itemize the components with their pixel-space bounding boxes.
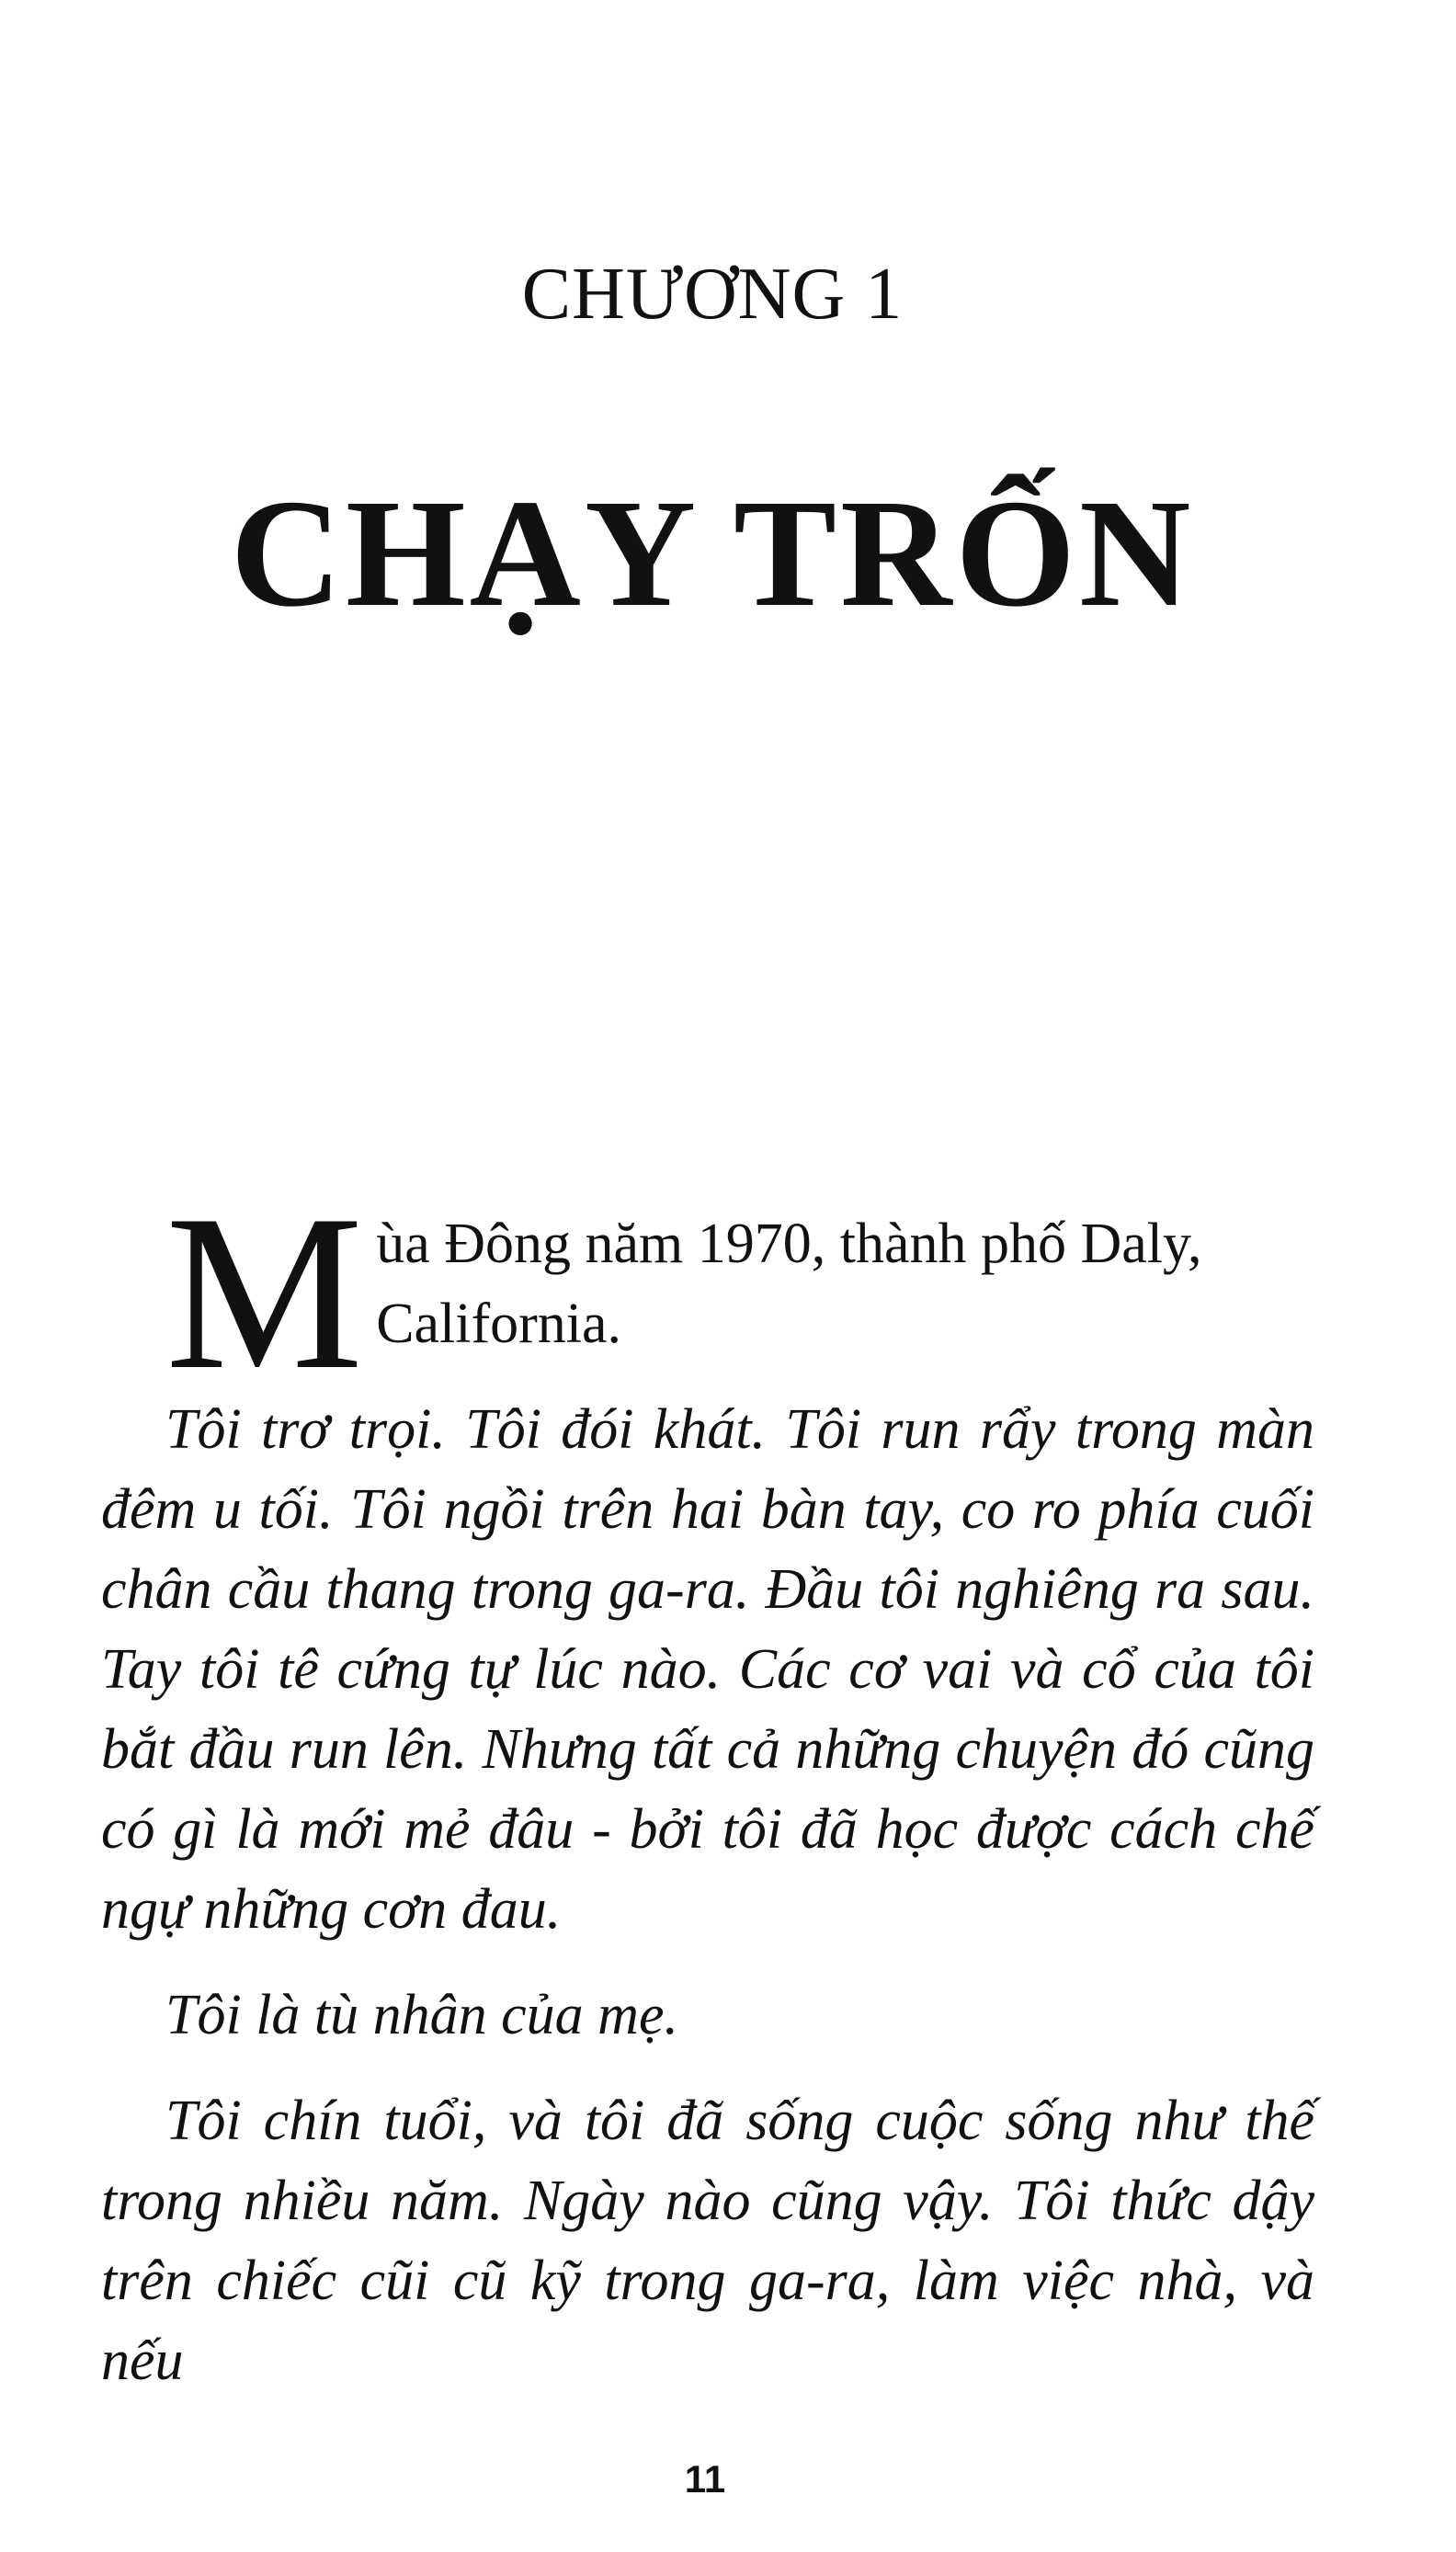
chapter-title: CHẠY TRỐN: [230, 468, 1195, 639]
paragraph: Tôi trơ trọi. Tôi đói khát. Tôi run rẩy trong màn đêm u tối. Tôi ngồi trên hai bàn tay, co ro phía cuối chân cầu thang trong ga-ra. Đầu tôi nghiêng ra sau. Tay tôi tê cứng tự lúc nào. Các cơ vai và cổ của tôi bắt đầu run lên. Nhưng tất cả những chuyện đó cũng có gì là mới mẻ đâu - bởi tôi đã học được cách chế ngự những cơn đau.: [101, 1398, 1314, 1941]
opening-text: ùa Đông năm 1970, thành phố Daly, California.: [376, 1213, 1202, 1355]
paragraph: Tôi là tù nhân của mẹ.: [165, 1984, 678, 2046]
chapter-label: CHƯƠNG 1: [521, 254, 904, 335]
opening-paragraph: [101, 1169, 1314, 1416]
drop-cap: M: [165, 1169, 364, 1416]
page-number: 11: [684, 2457, 726, 2501]
body-text: [101, 1169, 1314, 2427]
paragraph: Tôi chín tuổi, và tôi đã sống cuộc sống như thế trong nhiều năm. Ngày nào cũng vậy. Tôi thức dậy trên chiếc cũi cũ kỹ trong ga-ra, làm việc nhà, và nếu: [101, 2090, 1314, 2392]
